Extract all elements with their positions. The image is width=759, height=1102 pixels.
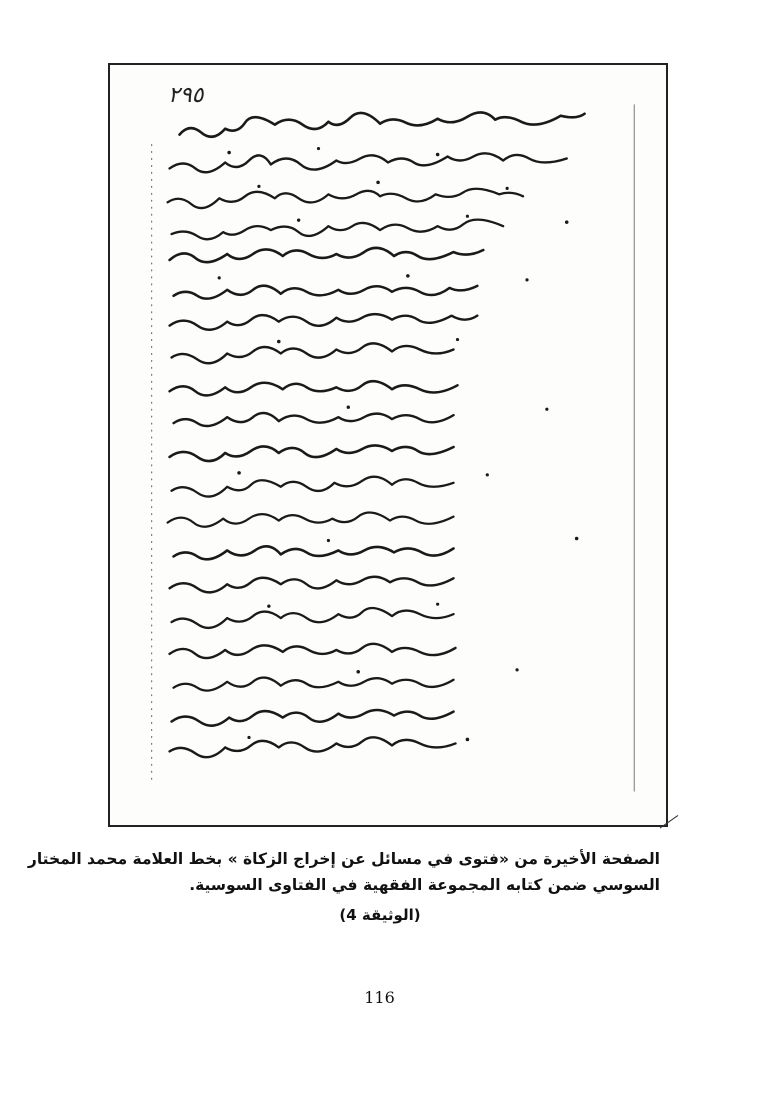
page-number: 116 (364, 988, 395, 1007)
manuscript-image (110, 65, 666, 825)
manuscript-frame (108, 63, 668, 827)
figure-caption (27, 846, 660, 898)
caption-line-2: السوسي ضمن كتابه المجموعة الفقهية في الفتاوى السوسية. (189, 876, 660, 894)
document-label: (الوثيقة 4) (339, 906, 421, 924)
caption-line-1: الصفحة الأخيرة من «فتوى في مسائل عن إخراج الزكاة » بخط العلامة محمد المختار (27, 850, 660, 868)
folio-number: ٢٩٥ (168, 83, 204, 108)
